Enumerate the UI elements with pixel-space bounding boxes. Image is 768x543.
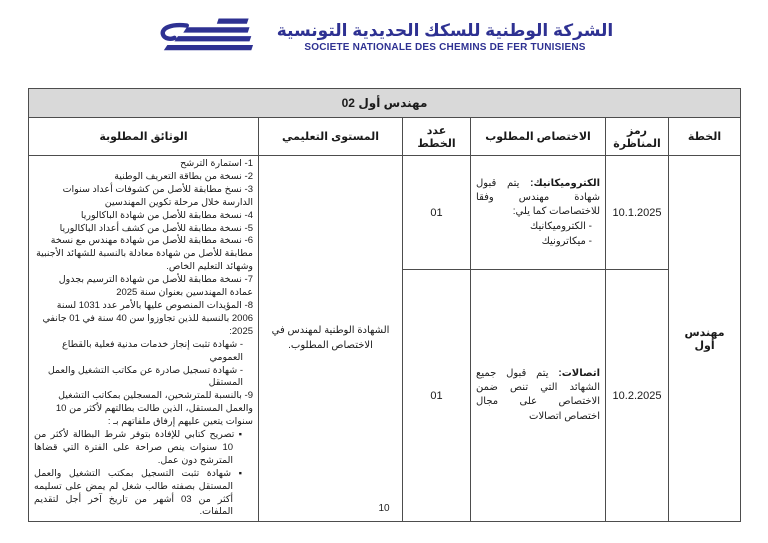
list-line: - شهادة تثبت إنجاز خدمات مدنية فعلية بالقطاع العمومي bbox=[62, 338, 244, 363]
list-line: - ميكاترونيك bbox=[541, 235, 593, 247]
documents-list bbox=[34, 158, 253, 519]
column-header-education: المستوى التعليمي bbox=[259, 118, 403, 156]
list-line: - الكتروميكانيك bbox=[530, 221, 593, 233]
competition-code-cell: 10.1.2025 bbox=[606, 156, 669, 270]
list-line: 8- المؤيدات المنصوص عليها بالأمر عدد 1031 لسنة 2006 بالنسبة للذين تجاوزوا سن 40 سنة في 01 جانفي 2025: bbox=[42, 299, 254, 337]
column-header-position: الخطة bbox=[669, 118, 741, 156]
required-documents-cell bbox=[29, 156, 259, 522]
specialization-paragraph bbox=[476, 367, 600, 424]
company-name-french: SOCIETE NATIONALE DES CHEMINS DE FER TUNISIENS bbox=[304, 42, 586, 54]
company-names bbox=[277, 20, 614, 54]
list-line: 6- نسخة مطابقة للأصل من شهادة مهندس مع نسخة مطابقة للأصل من شهادة معادلة بالنسبة للشهائد الأجنبية وشهائد التعليم الخاص. bbox=[36, 235, 254, 273]
education-level-cell: الشهادة الوطنية لمهندس في الاختصاص المطلوب. bbox=[259, 156, 403, 522]
specialization-body: يتم قبول شهادة مهندس وفقا للاختصاصات كما يلي: bbox=[476, 177, 601, 218]
recruitment-table bbox=[28, 88, 741, 522]
specialization-title: اتصالات: bbox=[558, 368, 601, 380]
list-line: 9- بالنسبة للمترشحين، المسجلين بمكاتب التشغيل والعمل المستقل، الذين طالت بطالتهم لأكثر من 10 سنوات يتعين عليهم إرفاق ملفاتهم بـ : bbox=[55, 390, 254, 428]
page-number: 10 bbox=[378, 503, 390, 514]
list-line: 1- استمارة الترشح bbox=[180, 158, 254, 169]
column-header-documents: الوثائق المطلوبة bbox=[29, 118, 259, 156]
list-line: 5- نسخة مطابقة للأصل من كشف أعداد الباكالوريا bbox=[59, 222, 254, 234]
specialization-items bbox=[476, 220, 600, 248]
train-logo-svg bbox=[155, 14, 261, 60]
post-count-cell: 01 bbox=[403, 156, 471, 270]
list-line: 4- نسخة مطابقة للأصل من شهادة الباكالوريا bbox=[80, 209, 254, 221]
list-line: - شهادة تسجيل صادرة عن مكاتب التشغيل والعمل المستقل bbox=[47, 364, 244, 389]
column-header-row bbox=[29, 118, 741, 156]
table-row bbox=[29, 156, 741, 270]
recruitment-table-wrap bbox=[28, 88, 740, 522]
specialization-paragraph bbox=[476, 177, 600, 220]
column-header-code: رمز المناظرة bbox=[606, 118, 669, 156]
specialization-body: يتم قبول جميع الشهائد التي تنص ضمن الاختصاص على مجال اختصاص اتصالات bbox=[476, 368, 601, 422]
position-cell: مهندس أول bbox=[669, 156, 741, 522]
list-line: 3- نسخ مطابقة للأصل من كشوفات أعداد سنوات الدارسة خلال مرحلة تكوين المهندسين bbox=[62, 183, 254, 208]
list-line: 7- نسخة مطابقة للأصل من شهادة الترسيم بجدول عمادة المهندسين بعنوان سنة 2025 bbox=[58, 274, 254, 299]
list-line: ▪ تصريح كتابي للإفادة بتوفر شرط البطالة لأكثر من 10 سنوات ينص صراحة على الفترة التي قضاها المترشح دون عمل. bbox=[34, 429, 243, 466]
list-line: 2- نسخة من بطاقة التعريف الوطنية bbox=[114, 170, 254, 182]
company-name-arabic: الشركة الوطنية للسكك الحديدية التونسية bbox=[276, 20, 614, 40]
specialization-cell bbox=[471, 270, 606, 522]
specialization-cell bbox=[471, 156, 606, 270]
column-header-specialization: الاختصاص المطلوب bbox=[471, 118, 606, 156]
sncft-train-logo-icon bbox=[155, 14, 261, 60]
company-header bbox=[0, 8, 768, 66]
section-title: مهندس أول 02 bbox=[29, 89, 741, 118]
specialization-title: الكتروميكانيك: bbox=[530, 177, 601, 189]
section-title-row bbox=[29, 89, 741, 118]
column-header-count: عدد الخطط bbox=[403, 118, 471, 156]
competition-code-cell: 10.2.2025 bbox=[606, 270, 669, 522]
post-count-cell: 01 bbox=[403, 270, 471, 522]
list-line: ▪ شهادة تثبت التسجيل بمكتب التشغيل والعمل المستقل بصفته طالب شغل لم يمض على تسليمه أكثر من 03 أشهر من تاريخ آخر أجل لتقديم الملفات. bbox=[34, 467, 243, 518]
